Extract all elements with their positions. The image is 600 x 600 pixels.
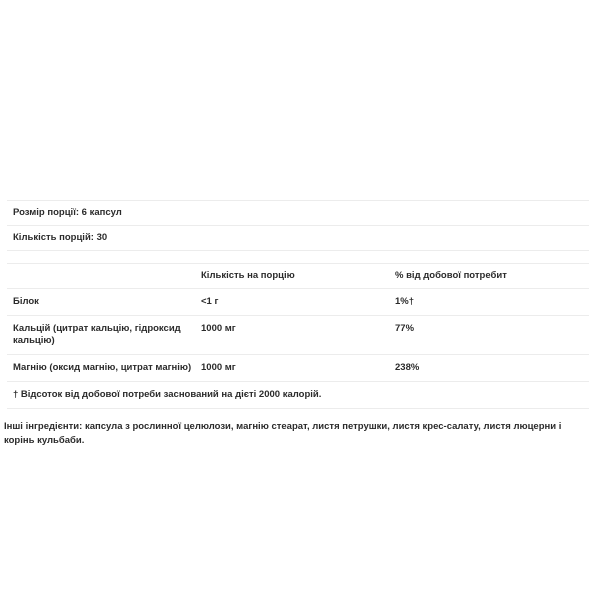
top-whitespace <box>0 0 600 200</box>
spacer-cell <box>7 251 589 264</box>
nutrient-amount: <1 г <box>201 289 395 316</box>
serving-size-row <box>7 201 589 226</box>
header-nutrient-column <box>7 264 201 289</box>
serving-size-text: Розмір порції: 6 капсул <box>7 201 589 226</box>
header-daily-value: % від добової потребит <box>395 264 589 289</box>
nutrient-amount: 1000 мг <box>201 316 395 355</box>
daily-value-footnote-row <box>7 382 589 409</box>
table-row <box>7 316 589 355</box>
spacer-row <box>7 251 589 264</box>
servings-per-container-text: Кількість порцій: 30 <box>7 226 589 251</box>
other-ingredients-text: Інші інгредієнти: капсула з рослинної целюлози, магнію стеарат, листя петрушки, листя крес-салату, листя люцерни і корінь кульбаби. <box>4 421 562 446</box>
nutrient-name: Кальцій (цитрат кальцію, гідроксид кальцію) <box>7 316 201 355</box>
table-row <box>7 289 589 316</box>
header-amount-per-serving: Кількість на порцію <box>201 264 395 289</box>
nutrient-amount: 1000 мг <box>201 355 395 382</box>
daily-value-footnote: † Відсоток від добової потреби заснований на дієті 2000 калорій. <box>7 382 589 409</box>
nutrient-daily-value: 238% <box>395 355 589 382</box>
servings-per-container-row <box>7 226 589 251</box>
supplement-facts-panel <box>7 200 589 409</box>
supplement-facts-table <box>7 201 589 409</box>
nutrient-name: Білок <box>7 289 201 316</box>
nutrient-daily-value: 77% <box>395 316 589 355</box>
table-header-row <box>7 264 589 289</box>
nutrient-name: Магнію (оксид магнію, цитрат магнію) <box>7 355 201 382</box>
table-row <box>7 355 589 382</box>
nutrient-daily-value: 1%† <box>395 289 589 316</box>
